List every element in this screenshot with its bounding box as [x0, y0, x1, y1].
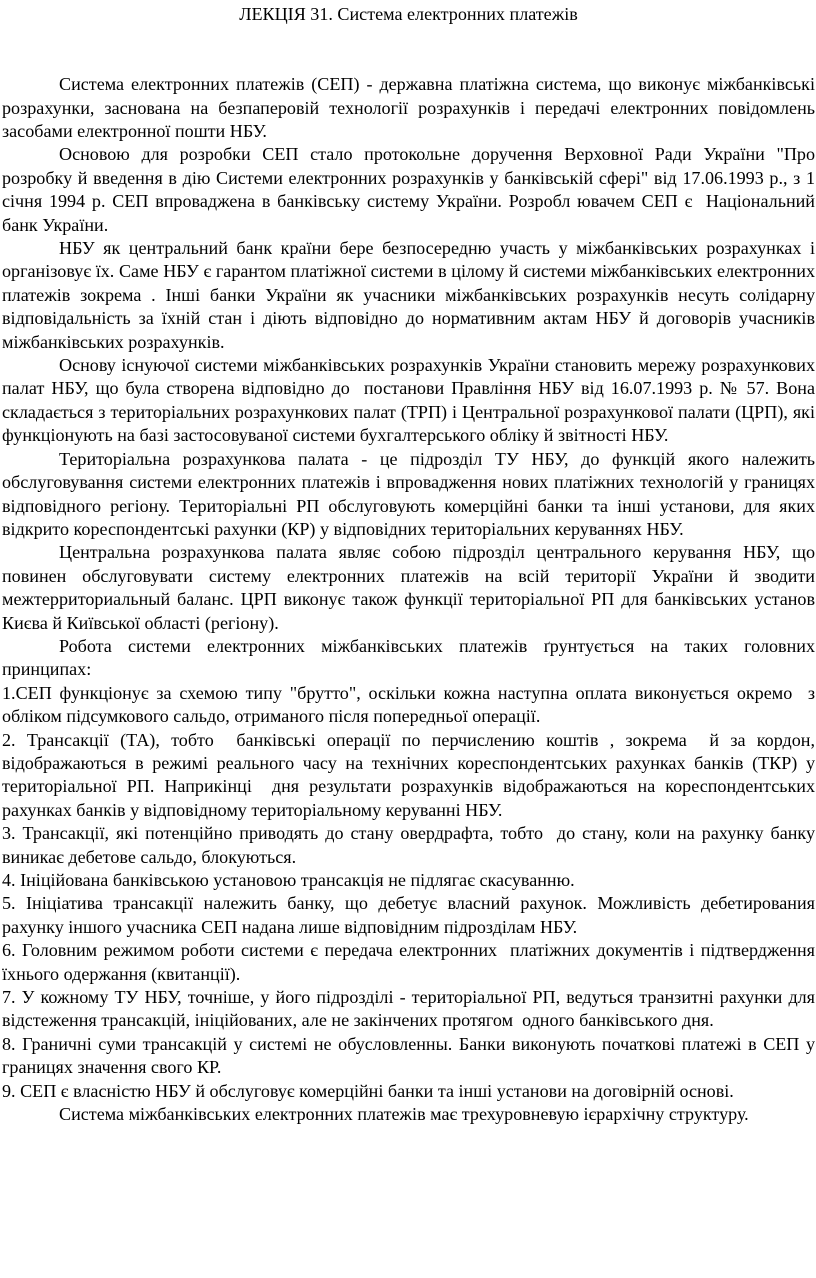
- paragraph-settlement-network: Основу існуючої системи міжбанківських розрахунків України становить мережу розрахункових палат НБУ, що була створена відповідно до постанови Правління НБУ від 16.07.1993 р. № 57. Вона складається з територіальних розрахункових палат (ТРП) і Центральної розрахункової палати (ЦРП), які функціонують на базі застосовуваної системи бухгалтерського обліку й звітності НБУ.: [2, 355, 815, 446]
- principle-item-5: 5. Ініціатива трансакції належить банку, що дебетує власний рахунок. Можливість дебетирования рахунку іншого учасника СЕП надана лише відповідним підрозділам НБУ.: [2, 893, 815, 937]
- principle-item-3: 3. Трансакції, які потенційно приводять до стану овердрафта, тобто до стану, коли на рахунку банку виникає дебетове сальдо, блокуються.: [2, 823, 815, 867]
- paragraph-sep-definition: Система електронних платежів (СЕП) - державна платіжна система, що виконує міжбанківські розрахунки, заснована на безпаперовій технології розрахунків і передачі електронних повідомлень засобами електронної пошти НБУ.: [2, 74, 815, 141]
- principle-item-9: 9. СЕП є власністю НБУ й обслуговує комерційні банки та інші установи на договірній основі.: [2, 1080, 734, 1101]
- document-page: [0, 3, 816, 1278]
- principle-item-8: 8. Граничні суми трансакцій у системі не обусловленны. Банки виконують початкові платежі в СЕП у границях значення свого КР.: [2, 1033, 815, 1078]
- paragraph-central-chamber: Центральна розрахункова палата являє собою підрозділ центрального керування НБУ, що повинен обслуговувати систему електронних платежів на всій території України й зводити межтерриториальный баланс. ЦРП виконує також функції територіальної РП для банківських установ Києва й Київської області (регіону).: [2, 542, 815, 633]
- lecture-title: ЛЕКЦІЯ 31. Система електронних платежів: [239, 4, 578, 24]
- principle-item-7: 7. У кожному ТУ НБУ, точніше, у його підрозділі - територіальної РП, ведуться транзитні рахунки для відстеження трансакцій, ініційованих, але не закінчених протягом одного банківського дня.: [2, 987, 815, 1031]
- title-spacer: [2, 26, 815, 73]
- paragraph-territorial-chamber: Територіальна розрахункова палата - це підрозділ ТУ НБУ, до функцій якого належить обслуговування системи електронних платежів і впровадження нових платіжних технологій у границях відповідного регіону. Територіальні РП обслуговують комерційні банки та інші установи, для яких відкрито кореспондентські рахунки (КР) у відповідних територіальних керуваннях НБУ.: [2, 448, 815, 539]
- paragraph-closing: Система міжбанківських електронних платежів має трехуровневую ієрархічну структуру.: [59, 1104, 749, 1125]
- paragraph-principles-intro: Робота системи електронних міжбанківських платежів ґрунтується на таких головних принципах:: [2, 635, 815, 680]
- principle-item-2: 2. Трансакції (ТА), тобто банківські операції по перчислению коштів , зокрема й за кордон, відображаються в режимі реального часу на технічних кореспондентських рахунках банків (ТКР) у територіальної РП. Наприкінці дня результати розрахунків відображаються на кореспондентських рахунках банків у відповідному територіальному керуванні НБУ.: [2, 729, 815, 820]
- principle-item-4: 4. Ініційована банківською установою трансакція не підлягає скасуванню.: [2, 870, 575, 890]
- paragraph-nbu-role: НБУ як центральний банк країни бере безпосередню участь у міжбанківських розрахунках і організовує їх. Саме НБУ є гарантом платіжної системи в цілому й системи міжбанківських електронних платежів зокрема . Інші банки України як учасники міжбанківських розрахунків несуть солідарну відповідальність за їхній стан і діють відповідно до нормативним актам НБУ й договорів учасників міжбанківських розрахунків.: [2, 238, 815, 352]
- paragraph-sep-basis: Основою для розробки СЕП стало протокольне доручення Верховної Ради України "Про розробку й введення в дію Системи електронних розрахунків у банківській сфері" від 17.06.1993 р., з 1 січня 1994 р. СЕП впроваджена в банківську систему України. Розробл ювачем СЕП є Національний банк України.: [2, 144, 815, 235]
- principle-item-6: 6. Головним режимом роботи системи є передача електронних платіжних документів і підтвердження їхнього одержання (квитанції).: [2, 940, 815, 984]
- principle-item-1: 1.СЕП функціонує за схемою типу "брутто", оскільки кожна наступна оплата виконується окремо з обліком підсумкового сальдо, отриманого після попередньої операції.: [2, 682, 815, 727]
